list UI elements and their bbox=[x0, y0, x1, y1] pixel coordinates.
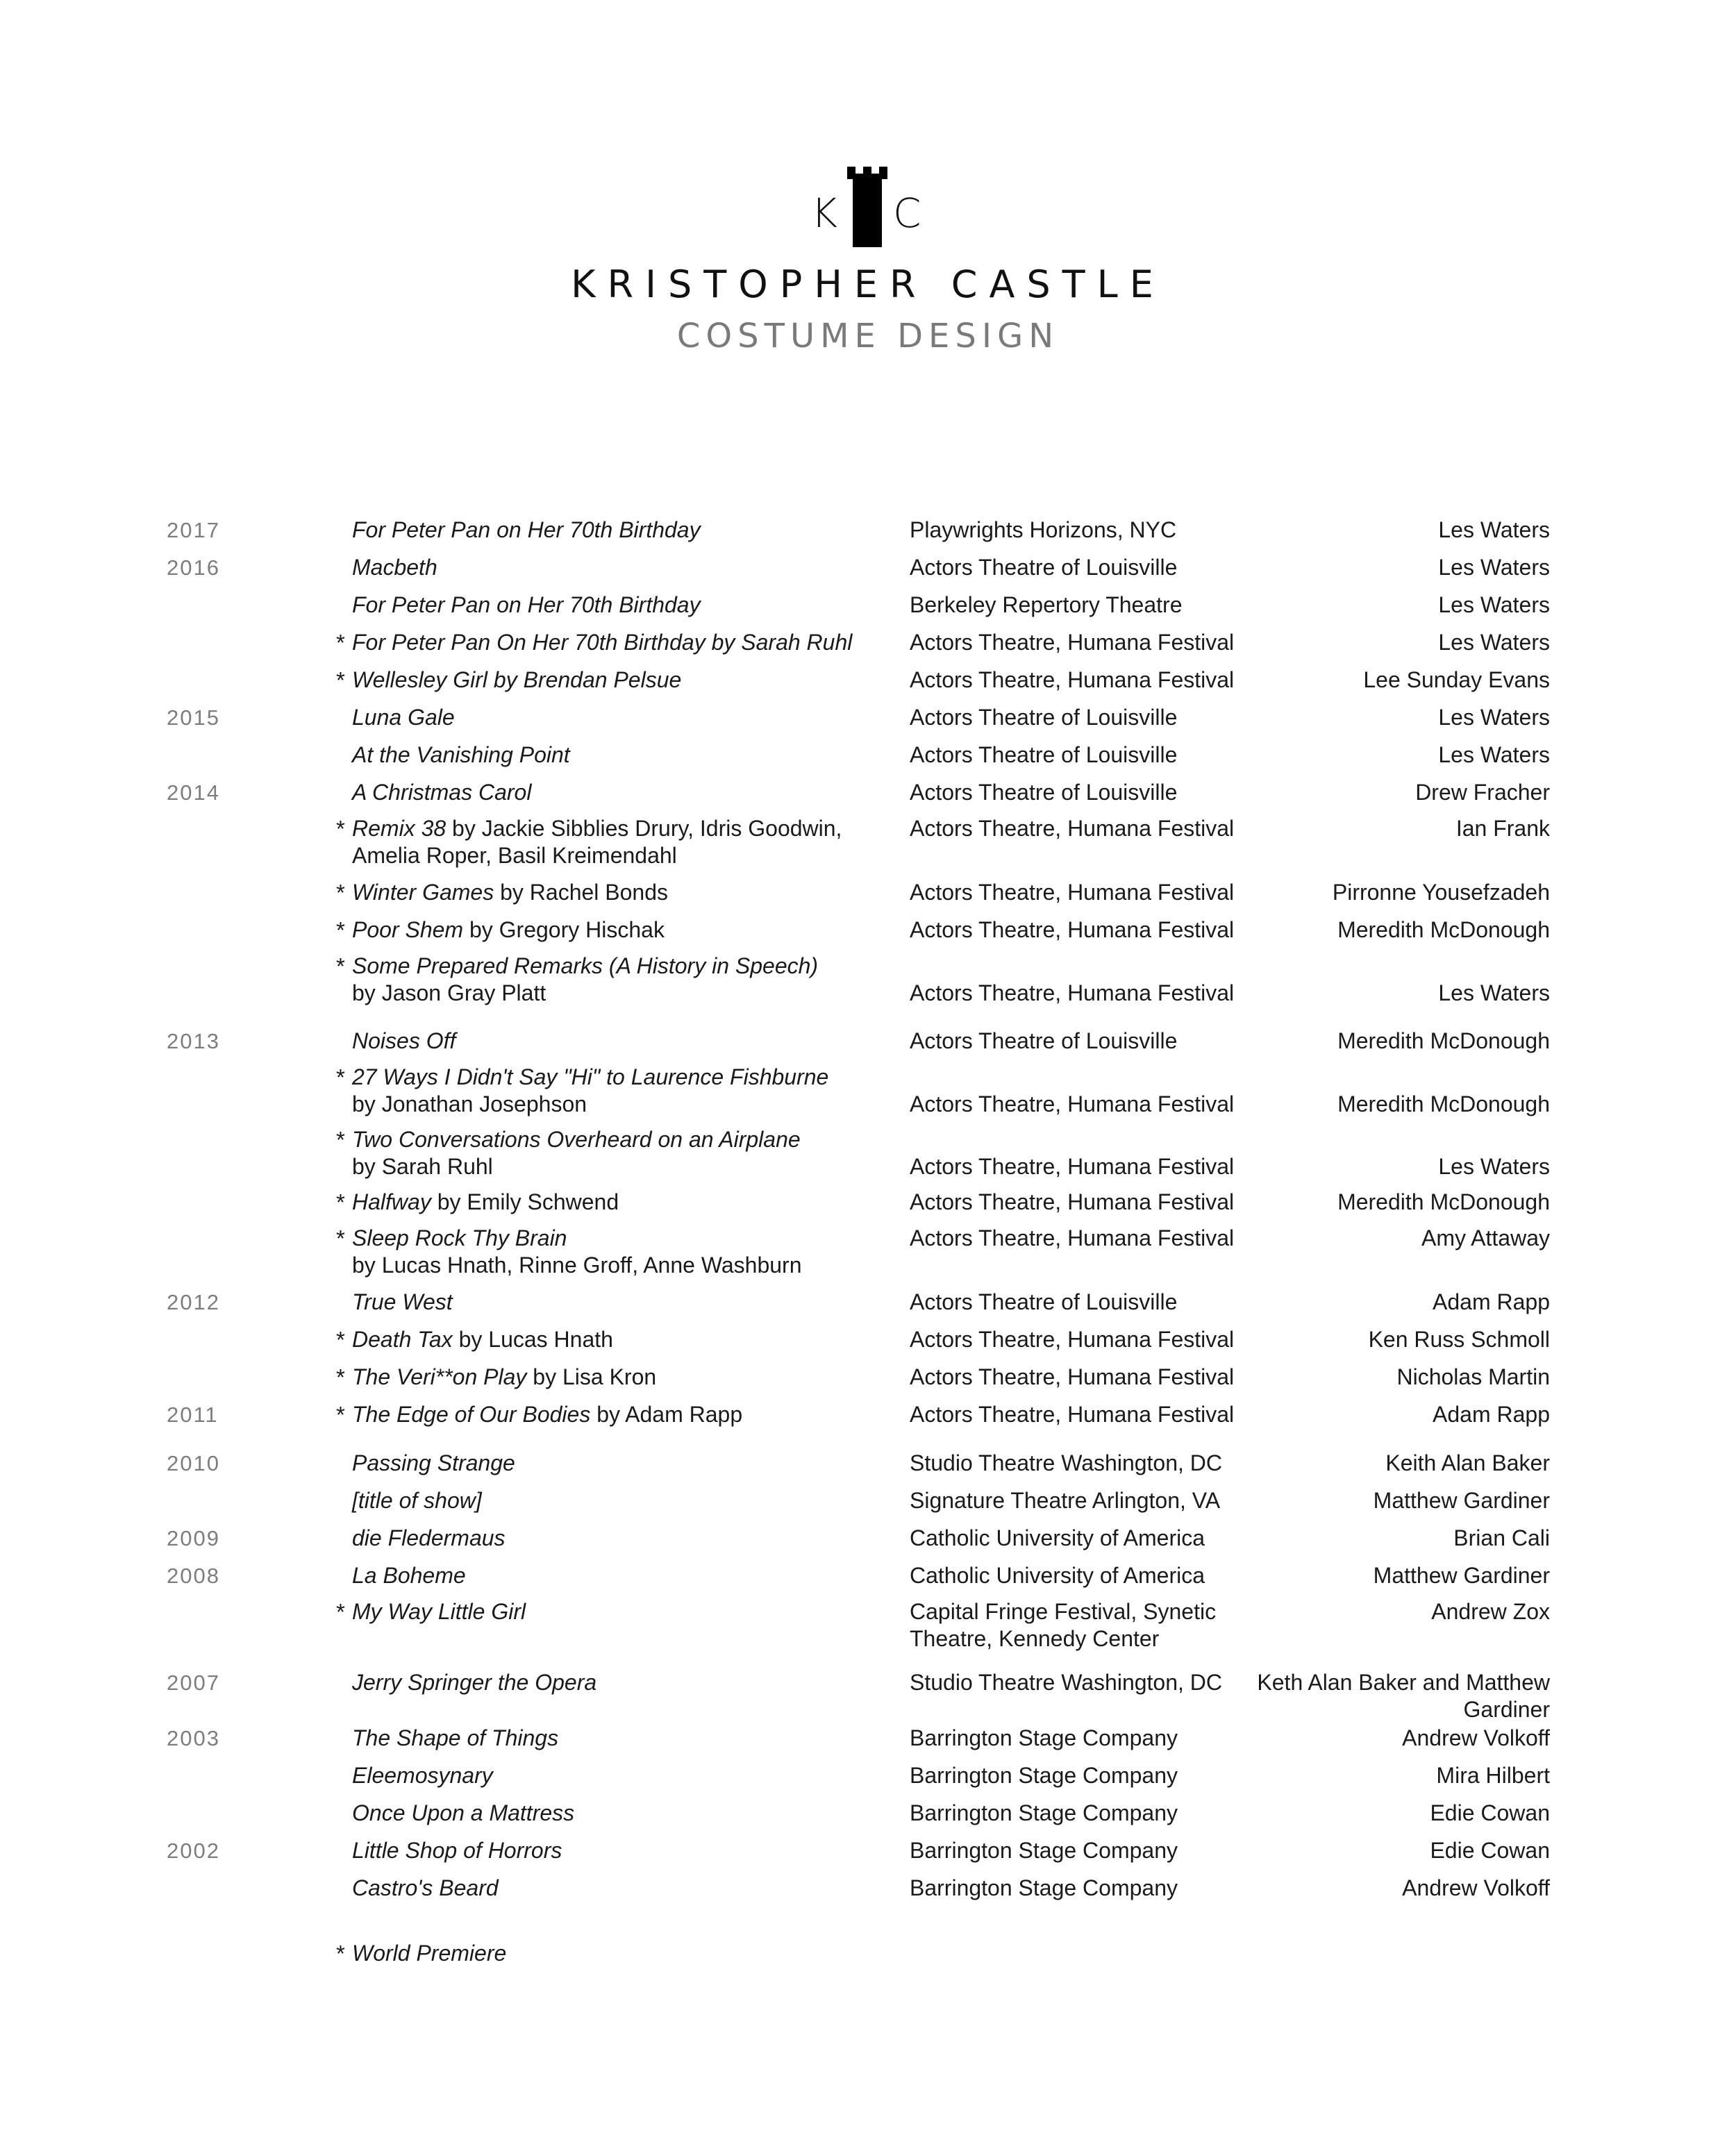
credit-title bbox=[352, 517, 894, 544]
credit-venue: Actors Theatre of Louisville bbox=[910, 1289, 1178, 1314]
playwright-credit: by Lucas Hnath bbox=[452, 1327, 613, 1352]
logo-letter-k: K bbox=[811, 190, 838, 237]
world-premiere-marker: * bbox=[336, 1364, 345, 1390]
credit-director: Andrew Zox bbox=[1431, 1599, 1550, 1624]
credit-director: Les Waters bbox=[1438, 742, 1550, 767]
production-title: The Edge of Our Bodies bbox=[352, 1402, 591, 1427]
credit-venue: Actors Theatre, Humana Festival bbox=[910, 1189, 1235, 1214]
credit-director: Les Waters bbox=[1438, 517, 1550, 542]
credit-title bbox=[352, 1837, 894, 1864]
production-title: Winter Games bbox=[352, 880, 494, 905]
production-title: Little Shop of Horrors bbox=[352, 1838, 562, 1863]
credit-title bbox=[352, 1064, 894, 1118]
world-premiere-marker: * bbox=[336, 1402, 345, 1428]
credit-year: 2010 bbox=[167, 1451, 220, 1475]
world-premiere-marker: * bbox=[336, 667, 345, 693]
credit-year: 2002 bbox=[167, 1839, 220, 1863]
credit-venue: Actors Theatre, Humana Festival bbox=[910, 980, 1235, 1005]
world-premiere-marker: * bbox=[336, 630, 345, 655]
production-title: 27 Ways I Didn't Say "Hi" to Laurence Fishburne bbox=[352, 1064, 829, 1089]
credit-venue: Actors Theatre, Humana Festival bbox=[910, 1091, 1235, 1116]
credit-venue: Signature Theatre Arlington, VA bbox=[910, 1488, 1221, 1513]
credit-title bbox=[352, 1875, 894, 1902]
credit-venue: Actors Theatre of Louisville bbox=[910, 555, 1178, 580]
world-premiere-marker: * bbox=[336, 917, 345, 943]
credit-title bbox=[352, 1401, 894, 1428]
credit-director: Andrew Volkoff bbox=[1402, 1725, 1550, 1750]
credit-title bbox=[352, 1762, 894, 1789]
world-premiere-marker: * bbox=[336, 880, 345, 905]
credit-venue: Actors Theatre of Louisville bbox=[910, 780, 1178, 805]
world-premiere-marker: * bbox=[336, 1599, 345, 1625]
credit-director: Mira Hilbert bbox=[1436, 1763, 1550, 1788]
credit-year: 2003 bbox=[167, 1726, 220, 1750]
credit-director: Les Waters bbox=[1438, 1154, 1550, 1179]
credit-venue: Barrington Stage Company bbox=[910, 1875, 1178, 1900]
production-title: Jerry Springer the Opera bbox=[352, 1670, 597, 1695]
credit-director: Amy Attaway bbox=[1421, 1225, 1550, 1250]
credit-title bbox=[352, 1289, 894, 1316]
credit-title bbox=[352, 1028, 894, 1055]
credit-director: Les Waters bbox=[1438, 555, 1550, 580]
credit-title bbox=[352, 742, 894, 769]
credit-title bbox=[352, 1525, 894, 1552]
playwright-credit: by Emily Schwend bbox=[431, 1189, 619, 1214]
credit-director: Meredith McDonough bbox=[1337, 917, 1550, 942]
credit-venue: Studio Theatre Washington, DC bbox=[910, 1670, 1223, 1695]
credit-title bbox=[352, 554, 894, 581]
credit-director: Les Waters bbox=[1438, 705, 1550, 730]
playwright-credit: by Jonathan Josephson bbox=[352, 1091, 587, 1116]
world-premiere-marker: * bbox=[336, 953, 345, 979]
credit-director: Ian Frank bbox=[1455, 816, 1550, 841]
production-title: For Peter Pan On Her 70th Birthday by Sarah Ruhl bbox=[352, 630, 853, 655]
credit-director: Andrew Volkoff bbox=[1402, 1875, 1550, 1900]
playwright-credit: by Sarah Ruhl bbox=[352, 1154, 493, 1179]
playwright-credit: by Gregory Hischak bbox=[463, 917, 665, 942]
production-title: Wellesley Girl by Brendan Pelsue bbox=[352, 667, 682, 692]
credit-venue: Actors Theatre, Humana Festival bbox=[910, 630, 1235, 655]
world-premiere-marker: * bbox=[336, 816, 345, 842]
credit-venue: Actors Theatre, Humana Festival bbox=[910, 1225, 1235, 1250]
credit-director: Les Waters bbox=[1438, 592, 1550, 617]
production-title: The Veri**on Play bbox=[352, 1364, 527, 1389]
page-subtitle: COSTUME DESIGN bbox=[676, 317, 1060, 355]
credit-venue: Actors Theatre, Humana Festival bbox=[910, 880, 1235, 905]
production-title: die Fledermaus bbox=[352, 1525, 506, 1550]
credit-venue: Actors Theatre, Humana Festival bbox=[910, 1364, 1235, 1389]
credit-director: Les Waters bbox=[1438, 630, 1550, 655]
credit-title bbox=[352, 879, 894, 906]
credit-year: 2014 bbox=[167, 780, 220, 805]
playwright-credit: by Lisa Kron bbox=[526, 1364, 657, 1389]
credit-director: Edie Cowan bbox=[1430, 1800, 1550, 1825]
credit-title bbox=[352, 1126, 894, 1180]
credit-title bbox=[352, 1562, 894, 1589]
credit-venue: Actors Theatre, Humana Festival bbox=[910, 667, 1235, 692]
credit-director: Les Waters bbox=[1438, 980, 1550, 1005]
world-premiere-marker: * bbox=[336, 1189, 345, 1215]
credit-venue: Capital Fringe Festival, Synetic Theatre, Kennedy Center bbox=[910, 1599, 1217, 1651]
production-title: Sleep Rock Thy Brain bbox=[352, 1225, 567, 1250]
credit-director: Adam Rapp bbox=[1433, 1289, 1550, 1314]
credit-director: Matthew Gardiner bbox=[1373, 1488, 1550, 1513]
production-title: Poor Shem bbox=[352, 917, 464, 942]
production-title: Once Upon a Mattress bbox=[352, 1800, 575, 1825]
credit-director: Meredith McDonough bbox=[1337, 1091, 1550, 1116]
credit-director: Nicholas Martin bbox=[1396, 1364, 1550, 1389]
credit-title bbox=[352, 1450, 894, 1477]
credit-venue: Studio Theatre Washington, DC bbox=[910, 1450, 1223, 1475]
credit-director: Drew Fracher bbox=[1415, 780, 1550, 805]
credit-director: Edie Cowan bbox=[1430, 1838, 1550, 1863]
credit-director: Adam Rapp bbox=[1433, 1402, 1550, 1427]
credit-venue: Actors Theatre, Humana Festival bbox=[910, 1154, 1235, 1179]
credit-venue: Actors Theatre, Humana Festival bbox=[910, 1327, 1235, 1352]
production-title: Passing Strange bbox=[352, 1450, 515, 1475]
credit-year: 2011 bbox=[167, 1403, 219, 1427]
footnote-star: * bbox=[336, 1941, 345, 1966]
credit-venue: Barrington Stage Company bbox=[910, 1763, 1178, 1788]
credit-title bbox=[352, 1598, 894, 1625]
logo-letter-c: C bbox=[893, 190, 921, 237]
credit-director: Keith Alan Baker bbox=[1385, 1450, 1550, 1475]
credit-director: Ken Russ Schmoll bbox=[1368, 1327, 1550, 1352]
credit-venue: Actors Theatre, Humana Festival bbox=[910, 917, 1235, 942]
production-title: True West bbox=[352, 1289, 453, 1314]
production-title: For Peter Pan on Her 70th Birthday bbox=[352, 517, 701, 542]
credit-venue: Barrington Stage Company bbox=[910, 1800, 1178, 1825]
credit-title bbox=[352, 1725, 894, 1752]
credit-venue: Actors Theatre of Louisville bbox=[910, 1028, 1178, 1053]
credit-title bbox=[352, 1487, 894, 1514]
credit-venue: Barrington Stage Company bbox=[910, 1838, 1178, 1863]
credit-venue: Catholic University of America bbox=[910, 1563, 1205, 1588]
production-title: Halfway bbox=[352, 1189, 431, 1214]
credit-director: Pirronne Yousefzadeh bbox=[1332, 880, 1550, 905]
credit-venue: Barrington Stage Company bbox=[910, 1725, 1178, 1750]
credit-title bbox=[352, 953, 894, 1007]
credit-title bbox=[352, 1189, 894, 1216]
designer-name: KRISTOPHER CASTLE bbox=[571, 262, 1165, 306]
production-title: A Christmas Carol bbox=[352, 780, 532, 805]
credit-title bbox=[352, 1364, 894, 1391]
credit-director: Meredith McDonough bbox=[1337, 1189, 1550, 1214]
credit-director: Brian Cali bbox=[1453, 1525, 1550, 1550]
credit-director: Meredith McDonough bbox=[1337, 1028, 1550, 1053]
credit-title bbox=[352, 1225, 894, 1279]
production-title: Macbeth bbox=[352, 555, 437, 580]
credit-title bbox=[352, 1326, 894, 1353]
production-title: Two Conversations Overheard on an Airplane bbox=[352, 1127, 801, 1152]
credit-title bbox=[352, 815, 894, 869]
credit-title bbox=[352, 917, 894, 944]
credit-title bbox=[352, 1669, 894, 1696]
playwright-credit: by Rachel Bonds bbox=[494, 880, 669, 905]
credit-title bbox=[352, 629, 894, 656]
production-title: Noises Off bbox=[352, 1028, 456, 1053]
credit-year: 2009 bbox=[167, 1526, 220, 1550]
credit-title bbox=[352, 779, 894, 806]
credit-year: 2015 bbox=[167, 705, 220, 730]
production-title: Eleemosynary bbox=[352, 1763, 493, 1788]
playwright-credit: by Lucas Hnath, Rinne Groff, Anne Washburn bbox=[352, 1253, 802, 1278]
credit-year: 2013 bbox=[167, 1029, 220, 1053]
playwright-credit: by Jackie Sibblies Drury, Idris Goodwin, Amelia Roper, Basil Kreimendahl bbox=[352, 816, 842, 868]
credit-venue: Playwrights Horizons, NYC bbox=[910, 517, 1177, 542]
credit-venue: Catholic University of America bbox=[910, 1525, 1205, 1550]
credit-year: 2007 bbox=[167, 1671, 220, 1695]
credit-director: Matthew Gardiner bbox=[1373, 1563, 1550, 1588]
production-title: The Shape of Things bbox=[352, 1725, 559, 1750]
production-title: At the Vanishing Point bbox=[352, 742, 570, 767]
production-title: [title of show] bbox=[352, 1488, 482, 1513]
credit-venue: Berkeley Repertory Theatre bbox=[910, 592, 1183, 617]
playwright-credit: by Adam Rapp bbox=[590, 1402, 743, 1427]
credit-venue: Actors Theatre, Humana Festival bbox=[910, 816, 1235, 841]
production-title: Luna Gale bbox=[352, 705, 455, 730]
world-premiere-marker: * bbox=[336, 1327, 345, 1353]
world-premiere-marker: * bbox=[336, 1127, 345, 1153]
production-title: La Boheme bbox=[352, 1563, 466, 1588]
credit-venue: Actors Theatre, Humana Festival bbox=[910, 1402, 1235, 1427]
credit-director: Lee Sunday Evans bbox=[1363, 667, 1550, 692]
credit-year: 2017 bbox=[167, 518, 220, 542]
credit-director: Keth Alan Baker and Matthew Gardiner bbox=[1257, 1670, 1550, 1722]
production-title: For Peter Pan on Her 70th Birthday bbox=[352, 592, 701, 617]
credit-year: 2008 bbox=[167, 1564, 220, 1588]
production-title: Some Prepared Remarks (A History in Speech) bbox=[352, 953, 819, 978]
footnote-label: World Premiere bbox=[352, 1941, 507, 1966]
production-title: Castro's Beard bbox=[352, 1875, 499, 1900]
credit-title bbox=[352, 592, 894, 619]
credit-title bbox=[352, 667, 894, 694]
world-premiere-marker: * bbox=[336, 1064, 345, 1090]
credit-title bbox=[352, 1800, 894, 1827]
production-title: Remix 38 bbox=[352, 816, 446, 841]
credit-year: 2012 bbox=[167, 1290, 220, 1314]
credit-venue: Actors Theatre of Louisville bbox=[910, 742, 1178, 767]
production-title: Death Tax bbox=[352, 1327, 453, 1352]
credit-venue: Actors Theatre of Louisville bbox=[910, 705, 1178, 730]
production-title: My Way Little Girl bbox=[352, 1599, 526, 1624]
world-premiere-marker: * bbox=[336, 1225, 345, 1251]
playwright-credit: by Jason Gray Platt bbox=[352, 980, 546, 1005]
credit-year: 2016 bbox=[167, 555, 220, 580]
credit-title bbox=[352, 704, 894, 731]
